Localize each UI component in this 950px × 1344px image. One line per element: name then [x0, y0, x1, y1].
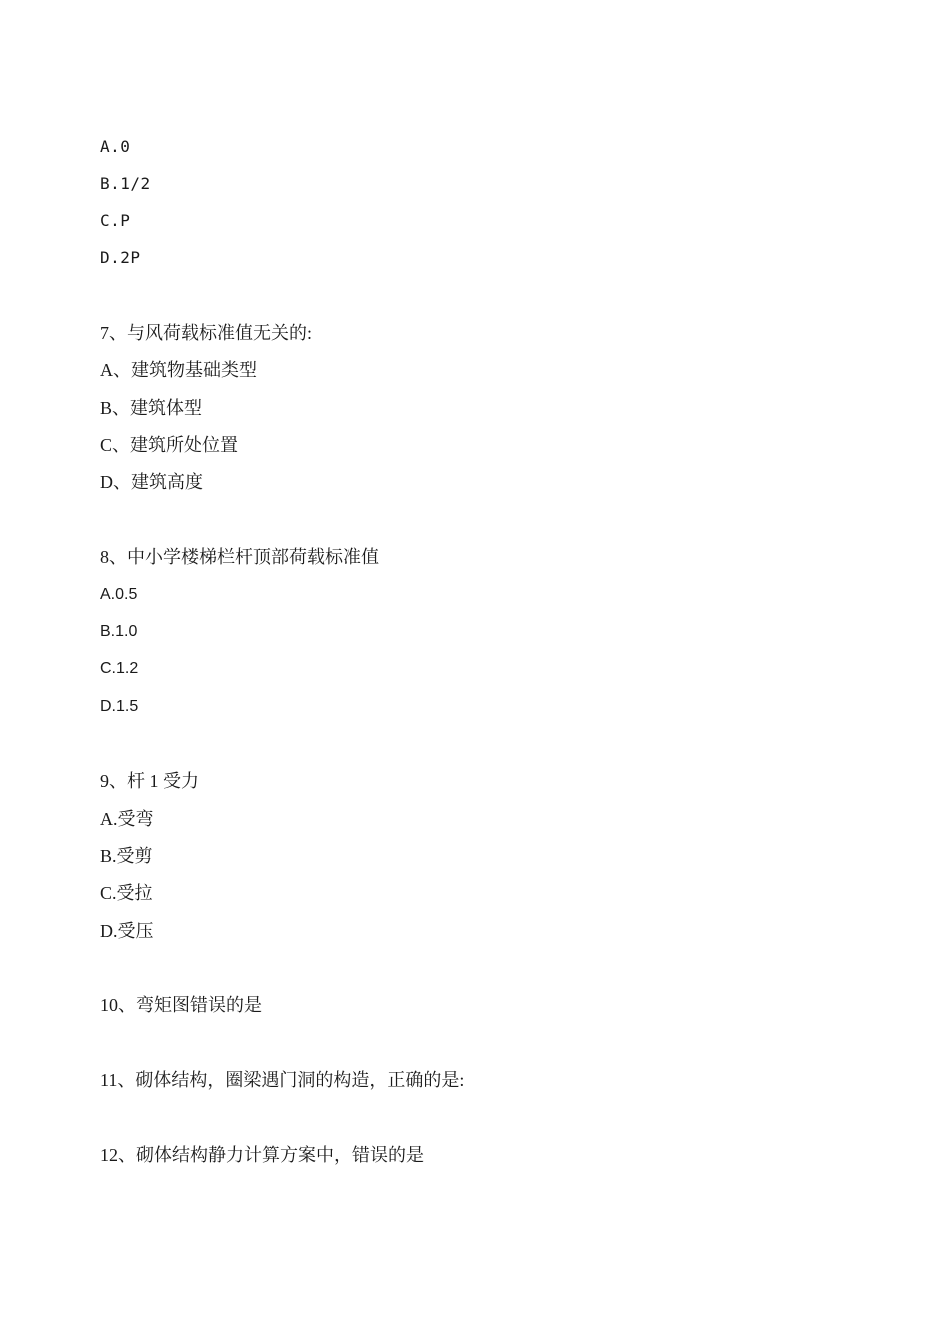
q8-option-b: B.1.0 — [100, 623, 138, 640]
q9-option-b: B.受剪 — [100, 846, 153, 866]
q7-option-b: B、建筑体型 — [100, 398, 203, 418]
q6-option-a: A.0 — [100, 137, 131, 156]
q7-option-a: A、建筑物基础类型 — [100, 360, 257, 380]
q9-question: 9、杆 1 受力 — [100, 771, 199, 791]
q7-question: 7、与风荷载标准值无关的: — [100, 323, 312, 343]
q7-option-c: C、建筑所处位置 — [100, 435, 239, 455]
q9-option-c: C.受拉 — [100, 883, 153, 903]
q12-question: 12、砌体结构静力计算方案中，错误的是 — [100, 1145, 424, 1165]
q9-option-d: D.受压 — [100, 921, 154, 941]
q8-option-a: A.0.5 — [100, 586, 138, 603]
q10-question: 10、弯矩图错误的是 — [100, 995, 262, 1015]
q11-question: 11、砌体结构，圈梁遇门洞的构造，正确的是: — [100, 1070, 465, 1090]
q8-option-c: C.1.2 — [100, 660, 139, 677]
q9-option-a: A.受弯 — [100, 809, 154, 829]
q8-question: 8、中小学楼梯栏杆顶部荷载标准值 — [100, 547, 379, 567]
q7-option-d: D、建筑高度 — [100, 472, 203, 492]
q6-option-d: D.2P — [100, 248, 141, 267]
q6-option-c: C.P — [100, 211, 131, 230]
q8-option-d: D.1.5 — [100, 698, 139, 715]
q6-option-b: B.1/2 — [100, 174, 151, 193]
